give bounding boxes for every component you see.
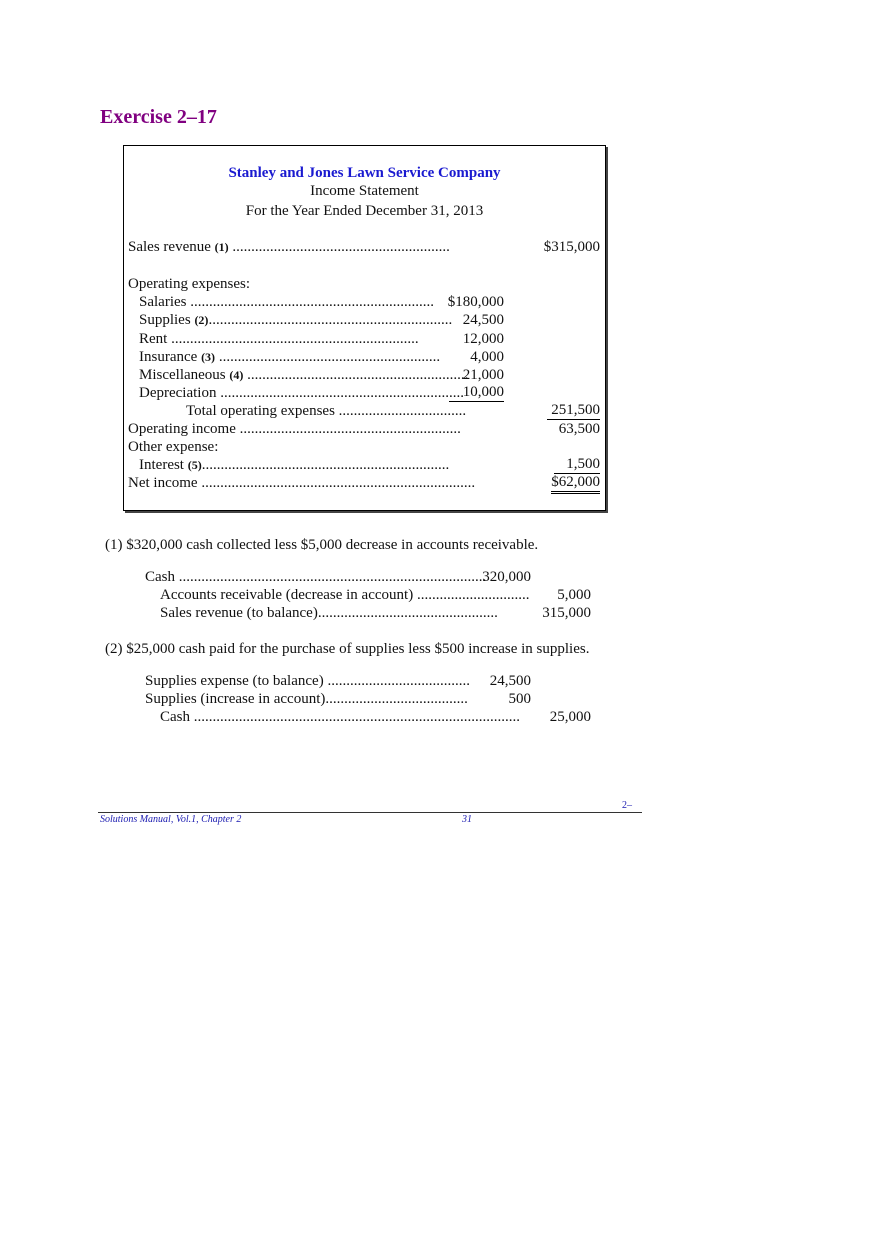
statement-name: Income Statement <box>310 183 419 199</box>
je-credit: 25,000 <box>549 709 591 725</box>
opex-label: Operating expenses: <box>128 276 251 292</box>
company-name: Stanley and Jones Lawn Service Company <box>228 165 501 181</box>
interest-note: (5) <box>187 458 202 472</box>
sales-note: (1) <box>214 240 229 254</box>
op-income-value: 63,500 <box>558 421 600 437</box>
net-income-label: Net income <box>128 475 198 491</box>
je-account: Cash <box>145 569 175 585</box>
journal-entry-row: Accounts receivable (decrease in account) .............................. 5,000 <box>160 587 591 603</box>
op-income-label: Operating income <box>128 421 236 437</box>
expense-label: Salaries <box>139 294 187 310</box>
je-debit: 320,000 <box>482 569 531 585</box>
expense-value: 21,000 <box>462 367 504 383</box>
je-account: Sales revenue (to balance) <box>160 605 318 621</box>
interest-label: Interest <box>139 457 184 473</box>
je-debit: 500 <box>508 691 531 707</box>
expense-label: Miscellaneous <box>139 367 226 383</box>
footer-page-number: 31 <box>462 814 472 825</box>
je-account: Cash <box>160 709 190 725</box>
je-credit: 315,000 <box>542 605 591 621</box>
journal-entry-row: Cash ....................................................................................... 25,000 <box>160 709 591 725</box>
footer-left: Solutions Manual, Vol.1, Chapter 2 <box>100 814 242 825</box>
je-credit: 5,000 <box>557 587 591 603</box>
expense-value: 12,000 <box>462 331 504 347</box>
je-debit: 24,500 <box>489 673 531 689</box>
je-account: Accounts receivable (decrease in account) <box>160 587 414 603</box>
expense-label: Supplies <box>139 312 191 328</box>
expense-label: Rent <box>139 331 168 347</box>
total-opex-value: 251,500 <box>547 402 600 420</box>
journal-entry-row: Sales revenue (to balance)................................................ 315,000 <box>160 605 591 621</box>
expense-label: Depreciation <box>139 385 217 401</box>
expense-note: (4) <box>229 368 244 382</box>
journal-entry-row: Supplies (increase in account)...................................... 500 <box>145 691 531 707</box>
expense-value: 24,500 <box>462 312 504 328</box>
note-2-text: (2) $25,000 cash paid for the purchase of supplies less $500 increase in supplies. <box>105 641 590 657</box>
net-income-value: $62,000 <box>551 474 600 494</box>
footer-page-ref: 2– <box>622 800 632 811</box>
expense-value: $180,000 <box>447 294 504 310</box>
expense-note: (3) <box>201 350 216 364</box>
expense-value: 10,000 <box>449 384 504 402</box>
statement-period: For the Year Ended December 31, 2013 <box>245 203 484 219</box>
sales-value: $315,000 <box>543 239 600 255</box>
expense-label: Insurance <box>139 349 198 365</box>
other-label: Other expense: <box>128 439 219 455</box>
journal-entry-row: Supplies expense (to balance) ...................................... 24,500 <box>145 673 531 689</box>
total-opex-label: Total operating expenses <box>186 403 335 419</box>
journal-entry-row: Cash .................................................................................. 320,000 <box>145 569 531 585</box>
expense-note: (2) <box>194 313 209 327</box>
je-account: Supplies expense (to balance) <box>145 673 324 689</box>
sales-label: Sales revenue <box>128 239 211 255</box>
income-statement: Stanley and Jones Lawn Service Company Income Statement For the Year Ended December 31, 2013 Sales revenue (1) .......................................................... $315,000 Operating expenses: Salaries ................................................................. $180,000 Supplies (2)................................................................. 24,500 Rent .................................................................. 12,000 Insurance (3) ........................................................... 4,000 Miscellaneous (4) ........................................................... 21,000 Depreciation ................................................................. 10,000 Total operating expenses .................................. 251,500 Operating income ........................................................... 63,500 Other expense: Interest (5).................................................................. 1,500 Net income ......................................................................... $62,000 <box>123 145 606 511</box>
interest-value: 1,500 <box>554 456 600 474</box>
exercise-title: Exercise 2–17 <box>100 106 217 128</box>
expense-value: 4,000 <box>470 349 504 365</box>
note-1-text: (1) $320,000 cash collected less $5,000 decrease in accounts receivable. <box>105 537 539 553</box>
footer-divider <box>98 812 642 813</box>
je-account: Supplies (increase in account) <box>145 691 326 707</box>
